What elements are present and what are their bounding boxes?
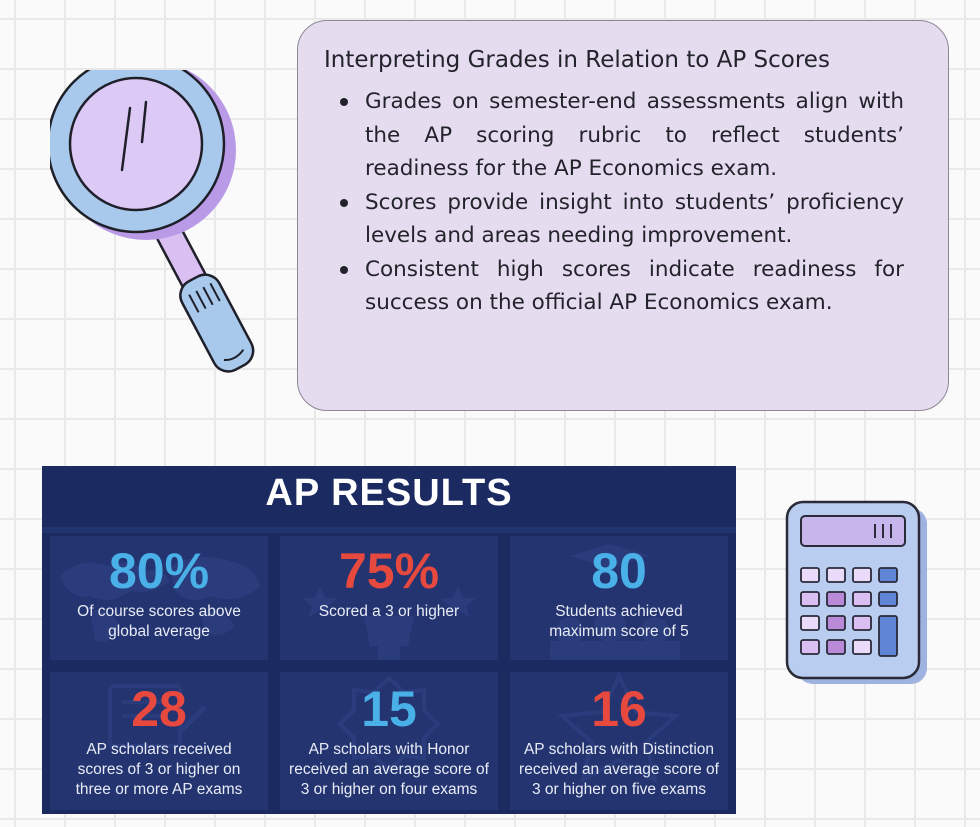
info-card-title: Interpreting Grades in Relation to AP Scores <box>324 47 830 73</box>
stat-number: 80% <box>108 543 210 599</box>
info-list <box>324 85 904 320</box>
stat-tile <box>510 536 728 660</box>
info-card <box>297 20 949 411</box>
stat-caption: AP scholars with Honor received an average score of 3 or higher on four exams <box>289 741 489 798</box>
stat-number: 16 <box>591 681 647 737</box>
bullet-icon <box>340 98 348 106</box>
stat-tile <box>50 672 268 810</box>
ap-results-panel <box>42 466 736 814</box>
ap-results-title: AP RESULTS <box>265 472 513 514</box>
stat-caption: Scored a 3 or higher <box>318 603 460 620</box>
stat-tile <box>510 672 728 810</box>
stat-tile <box>280 536 498 660</box>
bullet-icon <box>340 199 348 207</box>
divider <box>42 527 736 533</box>
stat-number: 80 <box>591 543 647 599</box>
stat-caption: AP scholars with Distinction received an average score of 3 or higher on five exams <box>519 741 719 798</box>
info-bullet: Grades on semester-end assessments align with the AP scoring rubric to reflect students’ readiness for the AP Economics exam. <box>324 85 904 186</box>
stat-number: 75% <box>338 543 440 599</box>
calculator-icon <box>783 498 933 688</box>
stat-number: 15 <box>361 681 417 737</box>
stat-caption: Of course scores above global average <box>77 603 241 640</box>
stat-caption: Students achieved maximum score of 5 <box>549 603 689 640</box>
stat-number: 28 <box>131 681 187 737</box>
magnifying-glass-icon <box>50 70 290 380</box>
info-bullet: Scores provide insight into students’ proficiency levels and areas needing improvement. <box>324 186 904 253</box>
info-bullet: Consistent high scores indicate readiness for success on the official AP Economics exam. <box>324 253 904 320</box>
bullet-icon <box>340 266 348 274</box>
stat-caption: AP scholars received scores of 3 or higher on three or more AP exams <box>75 741 243 798</box>
stat-tile <box>50 536 268 660</box>
stat-tile <box>280 672 498 810</box>
